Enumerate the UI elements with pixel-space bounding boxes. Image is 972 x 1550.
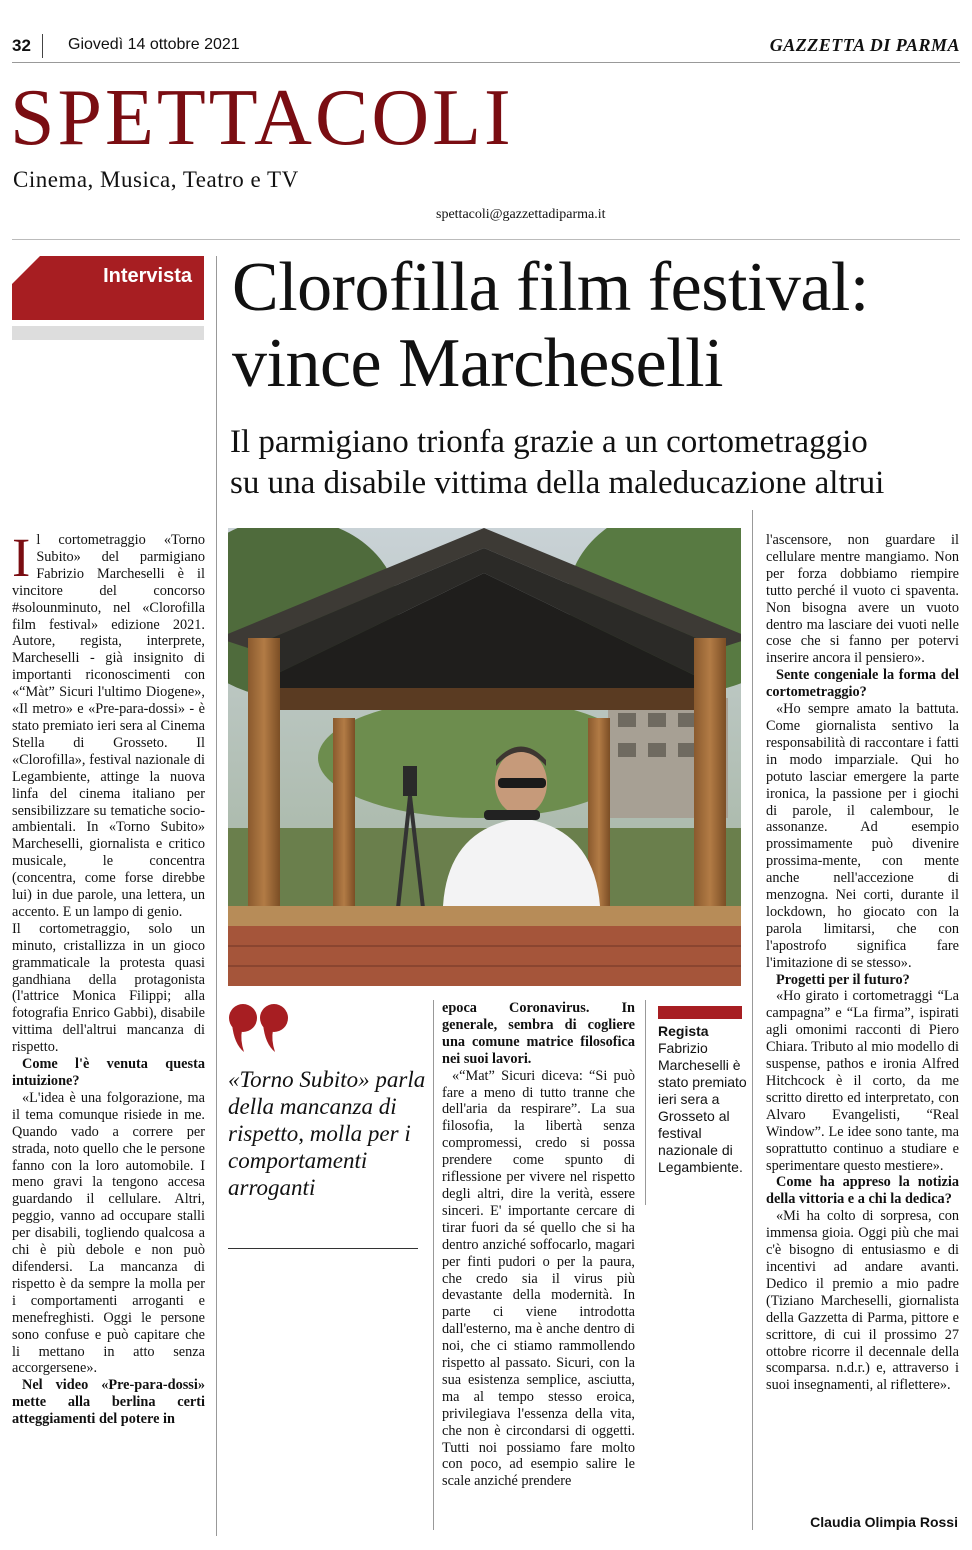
article-deck <box>230 422 965 504</box>
paragraph: «L'idea è una folgorazione, ma il tema comunque risiede in me. Quando vado a correre per strada, noto quello che le persone fanno con la loro automobile. I meno gravi la tengono accesa guardando il cellulare. Altri, peggio, vanno ad occupare stalli per disabili, togliendo qualcosa a chi è più debole e non può difendersi. La mancanza di rispetto è da sempre la molla per i comportamenti arroganti e menefreghisti. Oggi le persone sono confuse e può capitare che li mettano in atto senza accorgersene». <box>12 1089 205 1377</box>
page-number: 32 <box>12 36 31 55</box>
quote-rule <box>228 1248 418 1249</box>
article-column-1 <box>12 527 205 1428</box>
interview-question: epoca Coronavirus. In generale, sembra di cogliere una comune matrice filosofica nei suoi lavori. <box>442 1000 635 1067</box>
article-column-3 <box>766 532 959 1394</box>
article-title <box>232 250 962 402</box>
title-line-2: vince Marcheselli <box>232 325 724 402</box>
section-subtitle: Cinema, Musica, Teatro e TV <box>13 167 299 192</box>
title-line-1: Clorofilla film festival: <box>232 249 869 326</box>
newspaper-name: GAZZETTA DI PARMA <box>769 35 960 55</box>
section-title: SPETTACOLI <box>10 74 514 162</box>
caption-title: Regista <box>658 1023 709 1039</box>
deck-line-1: Il parmigiano trionfa grazie a un cortometraggio <box>230 424 868 460</box>
paragraph: l cortometraggio «Torno Subito» del parmigiano Fabrizio Marcheselli è il vincitore del concorso #solounminuto, nel «Clorofilla film festival» edizione 2021. Autore, regista, interprete, Marcheselli - già insignito di importanti riconoscimenti con «“Màt” Sicuri l'ultimo Diogene», «Il metro» e «Pre-para-dossi» - è stato premiato ieri sera al Cinema Stella di Grosseto. Il «Clorofilla», festival nazionale di Legambiente, attinge la nuova linfa del cinema italiano per sensibilizzare su tematiche socio-ambientali. In «Torno Subito» Marcheselli, giornalista e critico musicale, le concentra (concentra, come forse direbbe lui) in due parole, una lettera, un accento. E un lampo di genio. <box>12 532 205 920</box>
interview-question: Come l'è venuta questa intuizione? <box>12 1056 205 1089</box>
section-email[interactable]: spettacoli@gazzettadiparma.it <box>436 207 606 222</box>
photo-caption <box>658 1023 754 1176</box>
interview-question: Nel video «Pre-para-dossi» mette alla berlina certi atteggiamenti del potere in <box>12 1377 205 1428</box>
interview-question: Come ha appreso la notizia della vittoria e a chi la dedica? <box>766 1174 959 1208</box>
caption-bar <box>658 1006 742 1019</box>
drop-cap: I <box>12 527 31 588</box>
deck-line-2: su una disabile vittima della maleducazione altrui <box>230 465 885 501</box>
caption-text: Fabrizio Marcheselli è stato premiato ieri sera a Grosseto al festival nazionale di Legambiente. <box>658 1040 747 1175</box>
header-separator <box>42 34 43 58</box>
paragraph: «“Mat” Sicuri diceva: “Si può fare a meno di tutto tranne che dell'aria da respirare”. La sua filosofia, la libertà senza compromessi, credo si possa prendere come spunto di riflessione per vivere nel rispetto degli altri, dire la verità, essere sinceri. E' importante cercare di tirar fuori da sé quello che si ha dentro anziché soffocarlo, magari per finti pudori o per la paura, che credo sia il virus più devastante della modernità. In parte ci viene introdotta dall'esterno, ma è anche dentro di noi, che ci stiamo rammollendo rispetto al passato. Sicuri, con la sua esistenza semplice, asciutta, ma al tempo stesso eroica, privilegiava l'essenza della vita, che non è circondarsi di oggetti. Tutti noi possiamo fare molto con poco, ad esempio salire le scale anziché prendere <box>442 1067 635 1490</box>
photo-illustration <box>228 528 741 986</box>
paragraph: «Ho girato i cortometraggi “La campagna” e “La firma”, ispirati agli omonimi racconti di Piero Chiara. Tributo al mio modello di suspense, pathos e ironia Alfred Hitchcock è il corto, da me scritto diretto ed interpretato, con Alvaro Evangelisti, “Real Window”. Le idee sono tante, ma soprattutto continuo a studiare e sperimentare questo mestiere». <box>766 988 959 1174</box>
article-photo <box>228 528 741 986</box>
quote-mark-icon <box>228 1000 292 1058</box>
interview-question: Progetti per il futuro? <box>776 971 910 988</box>
tag-underbar <box>12 326 204 340</box>
column-rule <box>216 256 217 1536</box>
interview-question: Sente congeniale la forma del cortometraggio? <box>766 667 959 701</box>
tag-label: Intervista <box>103 265 192 287</box>
paragraph: «Ho sempre amato la battuta. Come giornalista sentivo la responsabilità di raccontare i fatti in modo imparziale. Qui ho potuto lasciar emergere la parte ironica, la passione per i giochi di parole, il calembour, le assonanze. Ad esempio prossimamente può divenire prossima-mente, con mente anche nell'accezione di menzogna. Nei corti, durante il lockdown, ho giocato con la parola limitarsi, che con l'apostrofo significa fare l'imitazione di se stesso». <box>766 701 959 971</box>
paragraph: «Mi ha colto di sorpresa, con immensa gioia. Oggi più che mai c'è bisogno di entusiasmo e di incentivi ad andare avanti. Dedico il premio a mio padre (Tiziano Marcheselli, giornalista della Gazzetta di Parma, pittore e scrittore, di cui il prossimo 27 ottobre ricorre il decennale della scomparsa. n.d.r.) e, attraverso i suoi insegnamenti, al riflettere». <box>766 1208 959 1394</box>
issue-date: Giovedì 14 ottobre 2021 <box>68 36 240 53</box>
column-rule <box>433 1000 434 1530</box>
header-rule <box>12 62 960 63</box>
column-rule <box>752 510 753 1530</box>
pull-quote: «Torno Subito» parla della mancanza di rispetto, molla per i comportamenti arroganti <box>228 1067 426 1200</box>
article-byline: Claudia Olimpia Rossi <box>810 1514 958 1530</box>
paragraph: Il cortometraggio, solo un minuto, cristallizza in un gioco grammaticale la protesta quasi gandhiana della protagonista (l'attrice Monica Filippi; alla fotografia Enrico Gabbi), disabile vittima dell'altrui mancanza di rispetto. <box>12 920 205 1056</box>
paragraph: l'ascensore, non guardare il cellulare mentre mangiamo. Non per forza dobbiamo riempire tutto perché il vuoto ci spaventa. Non bisogna avere un vuoto dentro ma lasciare dei vuoti nelle cose che si fanno per potervi inserire ancora il pensiero». <box>766 532 959 667</box>
article-column-2 <box>442 1000 635 1490</box>
column-rule <box>645 1000 646 1205</box>
section-rule <box>12 239 960 240</box>
